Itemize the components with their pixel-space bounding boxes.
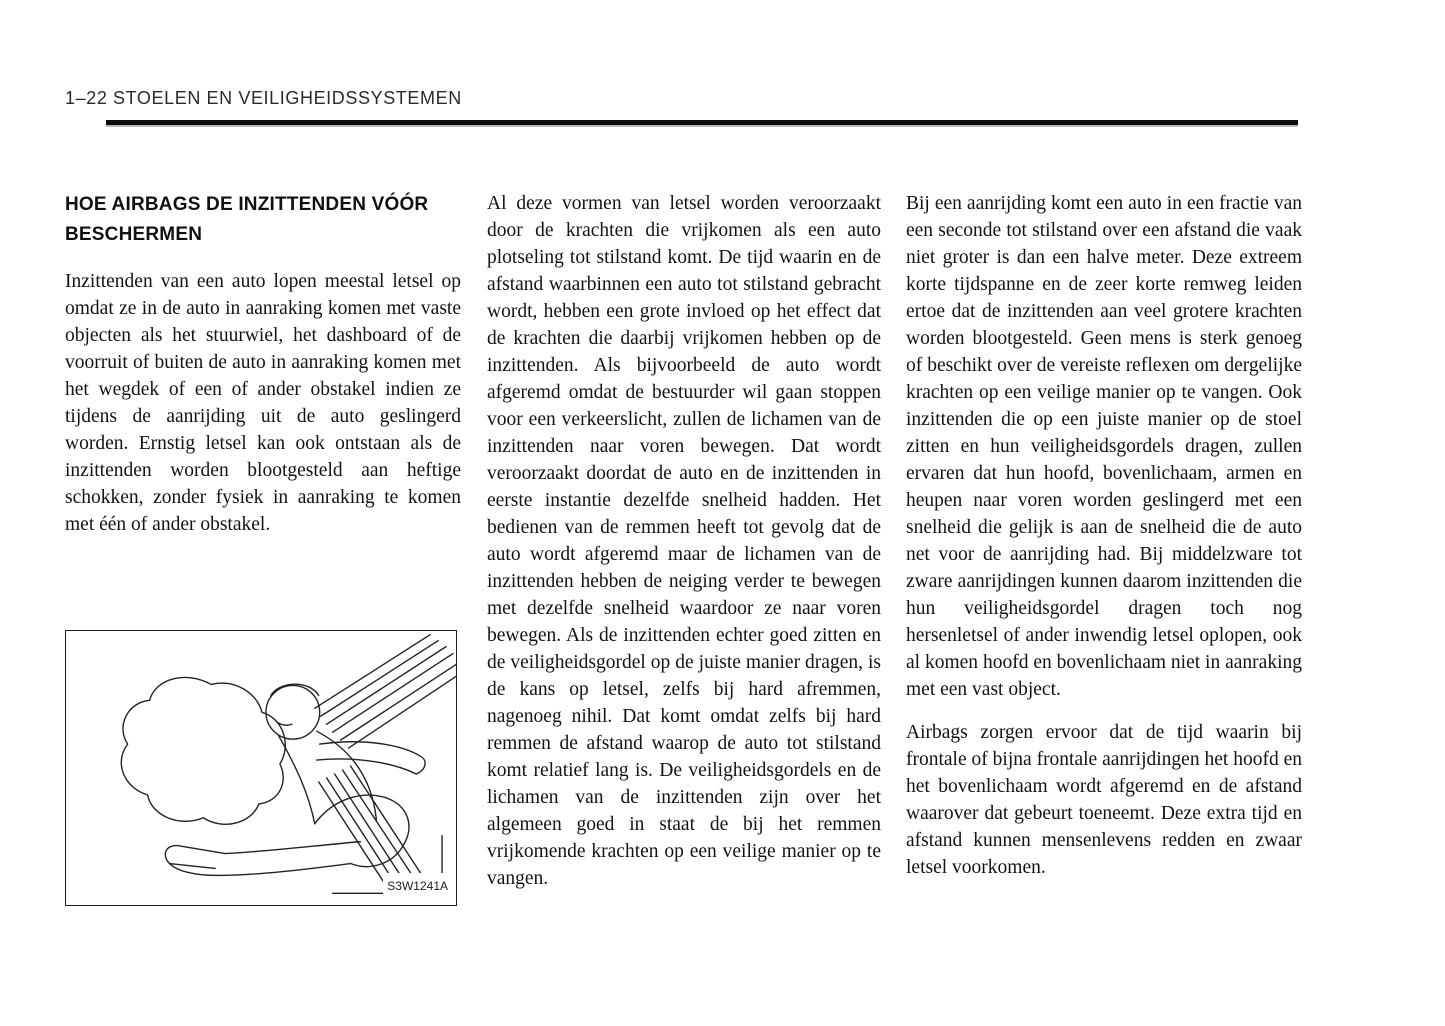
figure-caption: S3W1241A [383,873,448,900]
column2-paragraph: Al deze vormen van letsel worden veroorzaakt door de krachten die vrijkomen als een auto plotseling tot stilstand komt. De tijd waarin en de afstand waarbinnen een auto tot stilstand gebracht wordt, hebben een grote invloed op het effect dat de krachten die daarbij vrijkomen hebben op de inzittenden. Als bijvoorbeeld de auto wordt afgeremd omdat de bestuurder wil gaan stoppen voor een verkeerslicht, zullen de lichamen van de inzittenden naar voren bewegen. Dat wordt veroorzaakt doordat de auto en de inzittenden in eerste instantie dezelfde snelheid hadden. Het bedienen van de remmen heeft tot gevolg dat de auto wordt afgeremd maar de lichamen van de inzittenden hebben de neiging verder te bewegen met dezelfde snelheid waardoor ze naar voren bewegen. Als de inzittenden echter goed zitten en de veiligheidsgordel op de juiste manier dragen, is de kans op letsel, zelfs bij hard afremmen, nagenoeg nihil. Dat komt omdat zelfs bij hard remmen de afstand waarop de auto tot stilstand komt relatief lang is. De veiligheidsgordels en de lichamen van de inzittenden zijn over het algemeen goed in staat de bij het remmen vrijkomende krachten op een veilige manier op te vangen. [487,193,881,889]
airbag-illustration [66,631,456,905]
column-3 [906,190,1302,897]
airbag-figure [65,630,457,906]
header-rule [106,120,1298,127]
column-2 [487,190,881,908]
column3-paragraph-1: Bij een aanrijding komt een auto in een fractie van een seconde tot stilstand over een afstand die vaak niet groter is dan een halve meter. Deze extreem korte tijdspanne en de zeer korte remweg leiden ertoe dat de inzittenden aan veel grotere krachten worden blootgesteld. Geen mens is sterk genoeg of beschikt over de vereiste reflexen om dergelijke krachten op een veilige manier op te vangen. Ook inzittenden die op een juiste manier op de stoel zitten en hun veiligheidsgordels dragen, zullen ervaren dat hun hoofd, bovenlichaam, armen en heupen naar voren worden geslingerd met een snelheid die gelijk is aan de snelheid die de auto net voor de aanrijding had. Bij middelzware tot zware aanrijdingen kunnen daarom inzittenden die hun veiligheidsgordel dragen toch nog hersenletsel of ander inwendig letsel oplopen, ook al komen hoofd en bovenlichaam niet in aanraking met een vast object. [906,193,1302,700]
section-heading: HOE AIRBAGS DE INZITTENDEN VÓÓR BESCHERMEN [65,194,429,245]
column-1 [65,190,461,906]
column3-paragraph-2: Airbags zorgen ervoor dat de tijd waarin bij frontale of bijna frontale aanrijdingen het hoofd en het bovenlichaam wordt afgeremd en de afstand waarover dat gebeurt toeneemt. Deze extra tijd en afstand kunnen mensenlevens redden en zwaar letsel voorkomen. [906,722,1302,878]
running-header: 1–22 STOELEN EN VEILIGHEIDSSYSTEMEN [65,88,462,108]
column1-paragraph: Inzittenden van een auto lopen meestal letsel op omdat ze in de auto in aanraking komen met vaste objecten als het stuurwiel, het dashboard of de voorruit of buiten de auto in aanraking komen met het wegdek of een of ander obstakel indien ze tijdens de aanrijding uit de auto geslingerd worden. Ernstig letsel kan ook ontstaan als de inzittenden worden blootgesteld aan heftige schokken, zonder fysiek in aanraking te komen met één of ander obstakel. [65,271,461,535]
